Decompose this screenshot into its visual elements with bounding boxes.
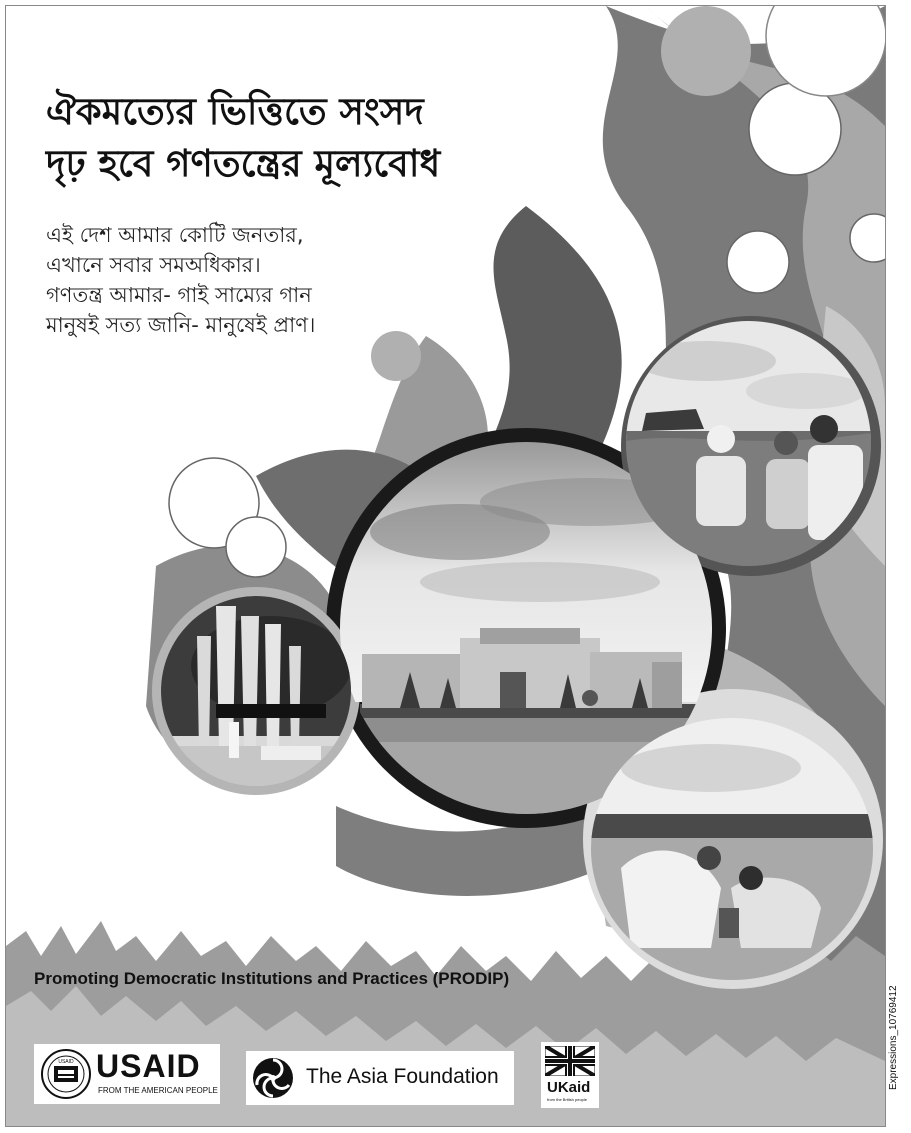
usaid-seal-icon <box>40 1048 92 1100</box>
usaid-logo <box>34 1044 220 1104</box>
headline <box>46 86 440 190</box>
asia-foundation-name: The Asia Foundation <box>306 1065 499 1088</box>
asia-foundation-mark-icon <box>252 1057 294 1099</box>
headline-line-2: দৃঢ় হবে গণতন্ত্রের মূল্যবোধ <box>46 142 441 185</box>
tree-planting-photo <box>591 718 873 980</box>
poem-line-2: এখানে সবার সমঅধিকার। <box>46 253 261 277</box>
advertisement <box>5 5 886 1127</box>
poem-line-3: গণতন্ত্র আমার- গাই সাম্যের গান <box>46 283 312 307</box>
ukaid-wordmark: UKaid <box>547 1079 591 1096</box>
headline-line-1: ঐকমত্যের ভিত্তিতে সংসদ <box>46 90 424 133</box>
shaheed-minar-photo <box>161 596 351 786</box>
poem-line-4: মানুষই সত্য জানি- মানুষেই প্রাণ। <box>46 313 316 337</box>
program-title: Promoting Democratic Institutions and Practices (PRODIP) <box>34 969 510 988</box>
union-jack-icon <box>545 1046 595 1076</box>
side-code: Expressions_10769412 <box>888 985 899 1090</box>
asia-foundation-logo <box>246 1051 514 1105</box>
poem <box>46 220 315 340</box>
usaid-seal-text: USAID <box>58 1059 74 1065</box>
ukaid-logo <box>541 1042 599 1108</box>
farmers-field-photo <box>626 321 871 566</box>
usaid-tagline: FROM THE AMERICAN PEOPLE <box>98 1086 218 1095</box>
usaid-wordmark: USAID <box>96 1048 201 1084</box>
ukaid-tagline: from the British people <box>547 1097 588 1102</box>
poem-line-1: এই দেশ আমার কোটি জনতার, <box>46 223 304 247</box>
